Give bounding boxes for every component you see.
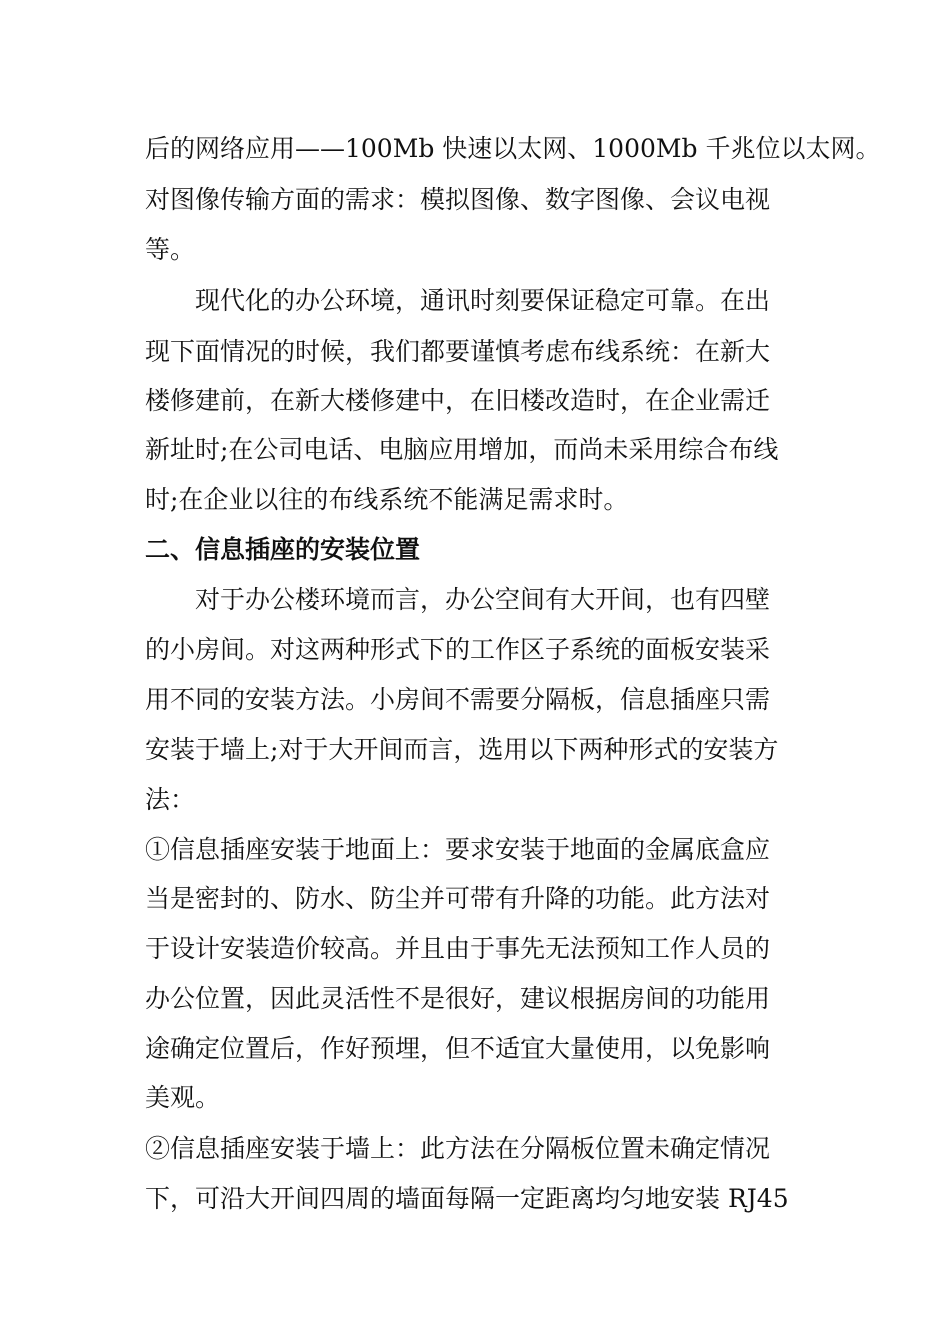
- text-line: 办公位置，因此灵活性不是很好，建议根据房间的功能用: [145, 984, 771, 1013]
- text-line: 法：: [145, 785, 196, 814]
- text-line: 等。: [145, 235, 196, 264]
- text-line: 于设计安装造价较高。并且由于事先无法预知工作人员的: [145, 934, 771, 963]
- text-line: 后的网络应用——100Mb 快速以太网、1000Mb 千兆位以太网。: [145, 134, 881, 163]
- text-line: 新址时;在公司电话、电脑应用增加，而尚未采用综合布线: [145, 435, 779, 464]
- section-heading: 二、信息插座的安装位置: [145, 535, 421, 564]
- text-line: 楼修建前，在新大楼修建中，在旧楼改造时，在企业需迁: [145, 386, 771, 415]
- text-line: 的小房间。对这两种形式下的工作区子系统的面板安装采: [145, 635, 771, 664]
- text-line: 时;在企业以往的布线系统不能满足需求时。: [145, 485, 629, 514]
- paragraph-first-line: 现代化的办公环境，通讯时刻要保证稳定可靠。在出: [195, 286, 771, 315]
- list-item-2: ②信息插座安装于墙上：此方法在分隔板位置未确定情况: [145, 1134, 771, 1163]
- paragraph-first-line: 对于办公楼环境而言，办公空间有大开间，也有四壁: [195, 585, 771, 614]
- text-line: 途确定位置后，作好预埋，但不适宜大量使用，以免影响: [145, 1034, 771, 1063]
- text-line: 对图像传输方面的需求：模拟图像、数字图像、会议电视: [145, 185, 771, 214]
- text-line: 安装于墙上;对于大开间而言，选用以下两种形式的安装方: [145, 735, 779, 764]
- text-line: 用不同的安装方法。小房间不需要分隔板，信息插座只需: [145, 685, 771, 714]
- text-line: 现下面情况的时候，我们都要谨慎考虑布线系统：在新大: [145, 337, 771, 366]
- list-item-1: ①信息插座安装于地面上：要求安装于地面的金属底盒应: [145, 835, 771, 864]
- text-line: 当是密封的、防水、防尘并可带有升降的功能。此方法对: [145, 884, 771, 913]
- text-line: 美观。: [145, 1083, 221, 1112]
- text-line: 下，可沿大开间四周的墙面每隔一定距离均匀地安装 RJ45: [145, 1184, 789, 1213]
